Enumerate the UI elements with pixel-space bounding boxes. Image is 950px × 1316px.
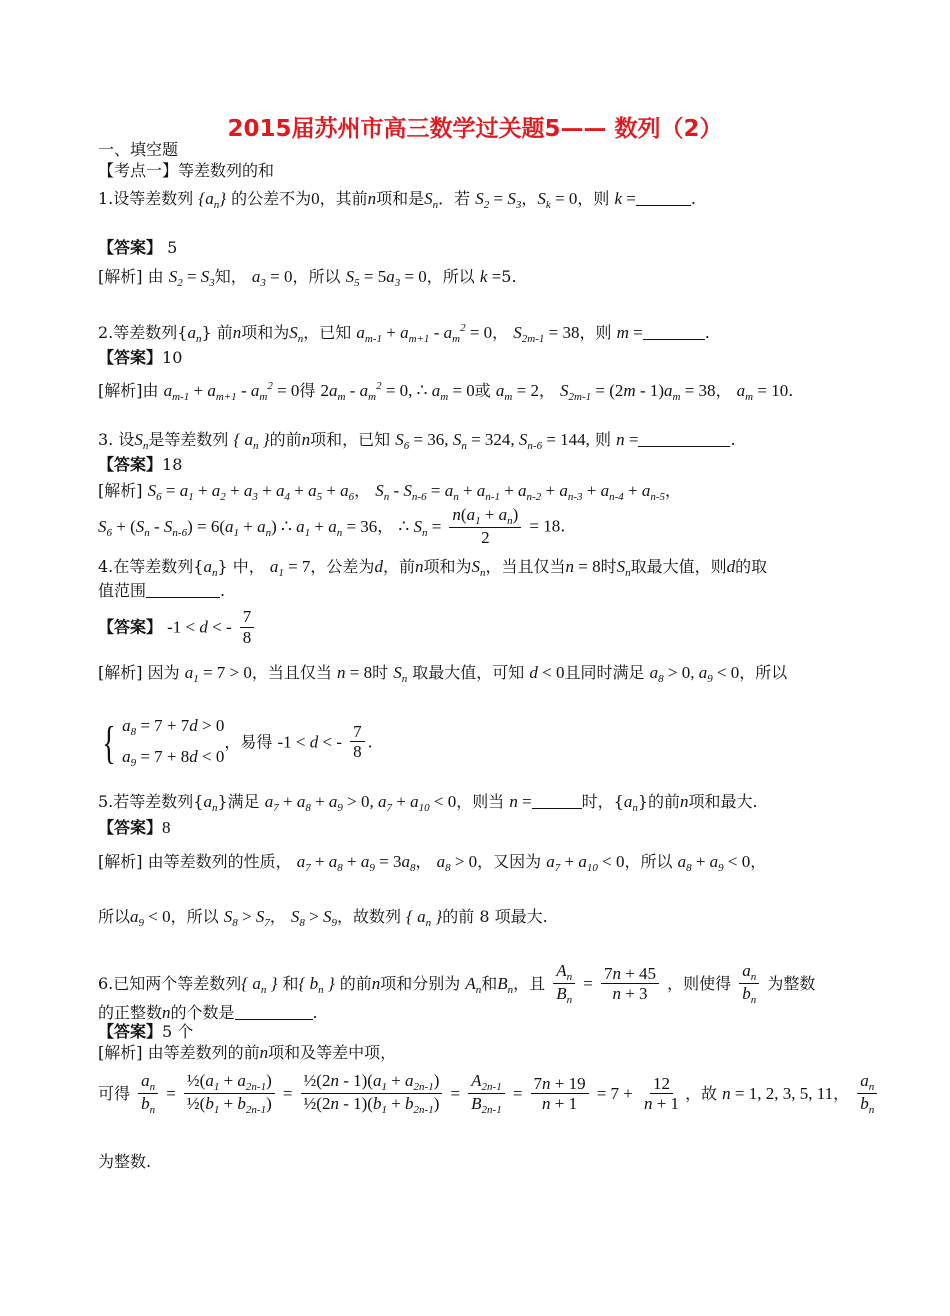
- answer-blank: [235, 1005, 313, 1020]
- answer-blank: [636, 191, 691, 206]
- question-2: 2.等差数列$\{a_n\}$ 前n项和为$S_n$，已知 $a_{m-1} + a_{m+1} - a_m^2 = 0$， $S_{2m-1} = 38$，则 m = .: [98, 322, 710, 345]
- answer-blank: [638, 432, 730, 447]
- kaodian-heading: 【考点一】等差数列的和: [98, 161, 275, 180]
- analysis-1: [解析] 由 $S_2 = S_3$知， $a_3 = 0$，所以 $S_5 = 5a_3 = 0$，所以 k =5.: [98, 267, 517, 289]
- answer-2: 【答案】10: [98, 348, 183, 367]
- analysis-4-line-1: [解析] 因为 $a_1 = 7 > 0$，当且仅当 n = 8时 $S_n$ 取最大值，可知 d < 0且同时满足 $a_8 > 0$, $a_9 < 0$，所以: [98, 663, 788, 685]
- question-4-line-2: 值范围 .: [98, 581, 226, 600]
- analysis-6-line-1: [解析] 由等差数列的前n项和及等差中项，: [98, 1043, 397, 1062]
- analysis-4-line-2: { $a_8 = 7 + 7d > 0$ $a_9 = 7 + 8d < 0$ ，易得 -1 < d < - $\frac{7}{8}$ .: [102, 716, 373, 769]
- answer-4: 【答案】 -1 < d < - $\frac{7}{8}$: [98, 608, 870, 648]
- answer-1: 【答案】 5: [98, 238, 178, 257]
- answer-blank: [146, 583, 220, 598]
- section-heading: 一、填空题: [98, 140, 179, 159]
- question-3: 3. 设$S_n$是等差数列 { $a_n$ }的前n项和，已知 $S_6 = 36$, $S_n = 324$, $S_{n-6} = 144$, 则 n = .: [98, 430, 736, 452]
- answer-blank: [643, 325, 705, 340]
- analysis-3-line-1: [解析] $S_6 = a_1 + a_2 + a_3 + a_4 + a_5 + a_6$， $S_n - S_{n-6} = a_n + a_{n-1} + a_{n-2} + a_{n-3} + a_{n-4} + a_{n-5}$，: [98, 481, 682, 503]
- analysis-6-line-2: 可得 $\frac{a_n}{b_n}$ = $\frac{\frac{1}{2}(a_1 + a_{2n-1})}{\frac{1}{2}(b_1 + b_{2n-1})}$ = $\frac{\frac{1}{2}(2n - 1)(a_1 + a_{2n-1})}{\frac{1}{2}(2n - 1)(b_1 + b_{2n-1})}$ = $\frac{A_{2n-1}}{B_{2n-1}}$ = $\frac{7n + 19}{n + 1}$ = 7 + $\frac{12}{n + 1}$ ，故 n = 1, 2, 3, 5, 11， $\frac{a_n}{b_n}$: [98, 1072, 870, 1117]
- document-title: 2015届苏州市高三数学过关题5—— 数列（2）: [227, 116, 723, 142]
- question-4-line-1: 4.在等差数列$\{a_n\}$ 中， $a_1 = 7$，公差为d，前n项和为$S_n$，当且仅当n = 8时$S_n$取最大值，则d的取: [98, 557, 768, 579]
- answer-5: 【答案】8: [98, 818, 171, 837]
- answer-6: 【答案】5 个: [98, 1022, 194, 1041]
- analysis-3-line-2: $S_6 + (S_n - S_{n-6}) = 6(a_1 + a_n)$ ∴ $a_1 + a_n = 36$， ∴ $S_n$ = $\frac{n(a_1 + a_n)}{2}$ = 18.: [98, 505, 566, 548]
- question-6-line-1: 6.已知两个等差数列{ $a_n$ } 和{ $b_n$ } 的前n项和分别为 $A_n$和$B_n$，且 $\frac{A_n}{B_n}$ = $\frac{7n + 45}{n + 3}$ ，则使得 $\frac{a_n}{b_n}$ 为整数: [98, 961, 816, 1007]
- question-5: 5.若等差数列$\{a_n\}$满足 $a_7 + a_8 + a_9 > 0$, $a_7 + a_{10} < 0$，则当 n = 时，$\{a_n\}$的前n项和最大.: [98, 792, 758, 814]
- answer-3: 【答案】18: [98, 455, 183, 474]
- question-6-line-2: 的正整数n的个数是 .: [98, 1003, 318, 1022]
- analysis-6-line-3: 为整数.: [98, 1152, 152, 1171]
- analysis-5-line-1: [解析] 由等差数列的性质， $a_7 + a_8 + a_9 = 3a_8$， $a_8 > 0$，又因为 $a_7 + a_{10} < 0$，所以 $a_8 + a_9 < 0$，: [98, 852, 767, 874]
- answer-blank: [532, 794, 582, 809]
- analysis-2: [解析]由 $a_{m-1} + a_{m+1} - a_m^2 = 0$得 $2a_m - a_m^2 = 0$, ∴ $a_m = 0$或 $a_m = 2$， $S_{2m-1} = (2m - 1)a_m = 38$， $a_m = 10$.: [98, 380, 794, 403]
- question-1: 1.设等差数列 $\{a_n\}$ 的公差不为0，其前n项和是$S_n$．若 $S_2 = S_3$，$S_k = 0$，则 k = .: [98, 189, 696, 211]
- analysis-5-line-2: 所以$a_9 < 0$，所以 $S_8 > S_7$， $S_8 > S_9$，故数列 { $a_n$ }的前 8 项最大.: [98, 907, 548, 929]
